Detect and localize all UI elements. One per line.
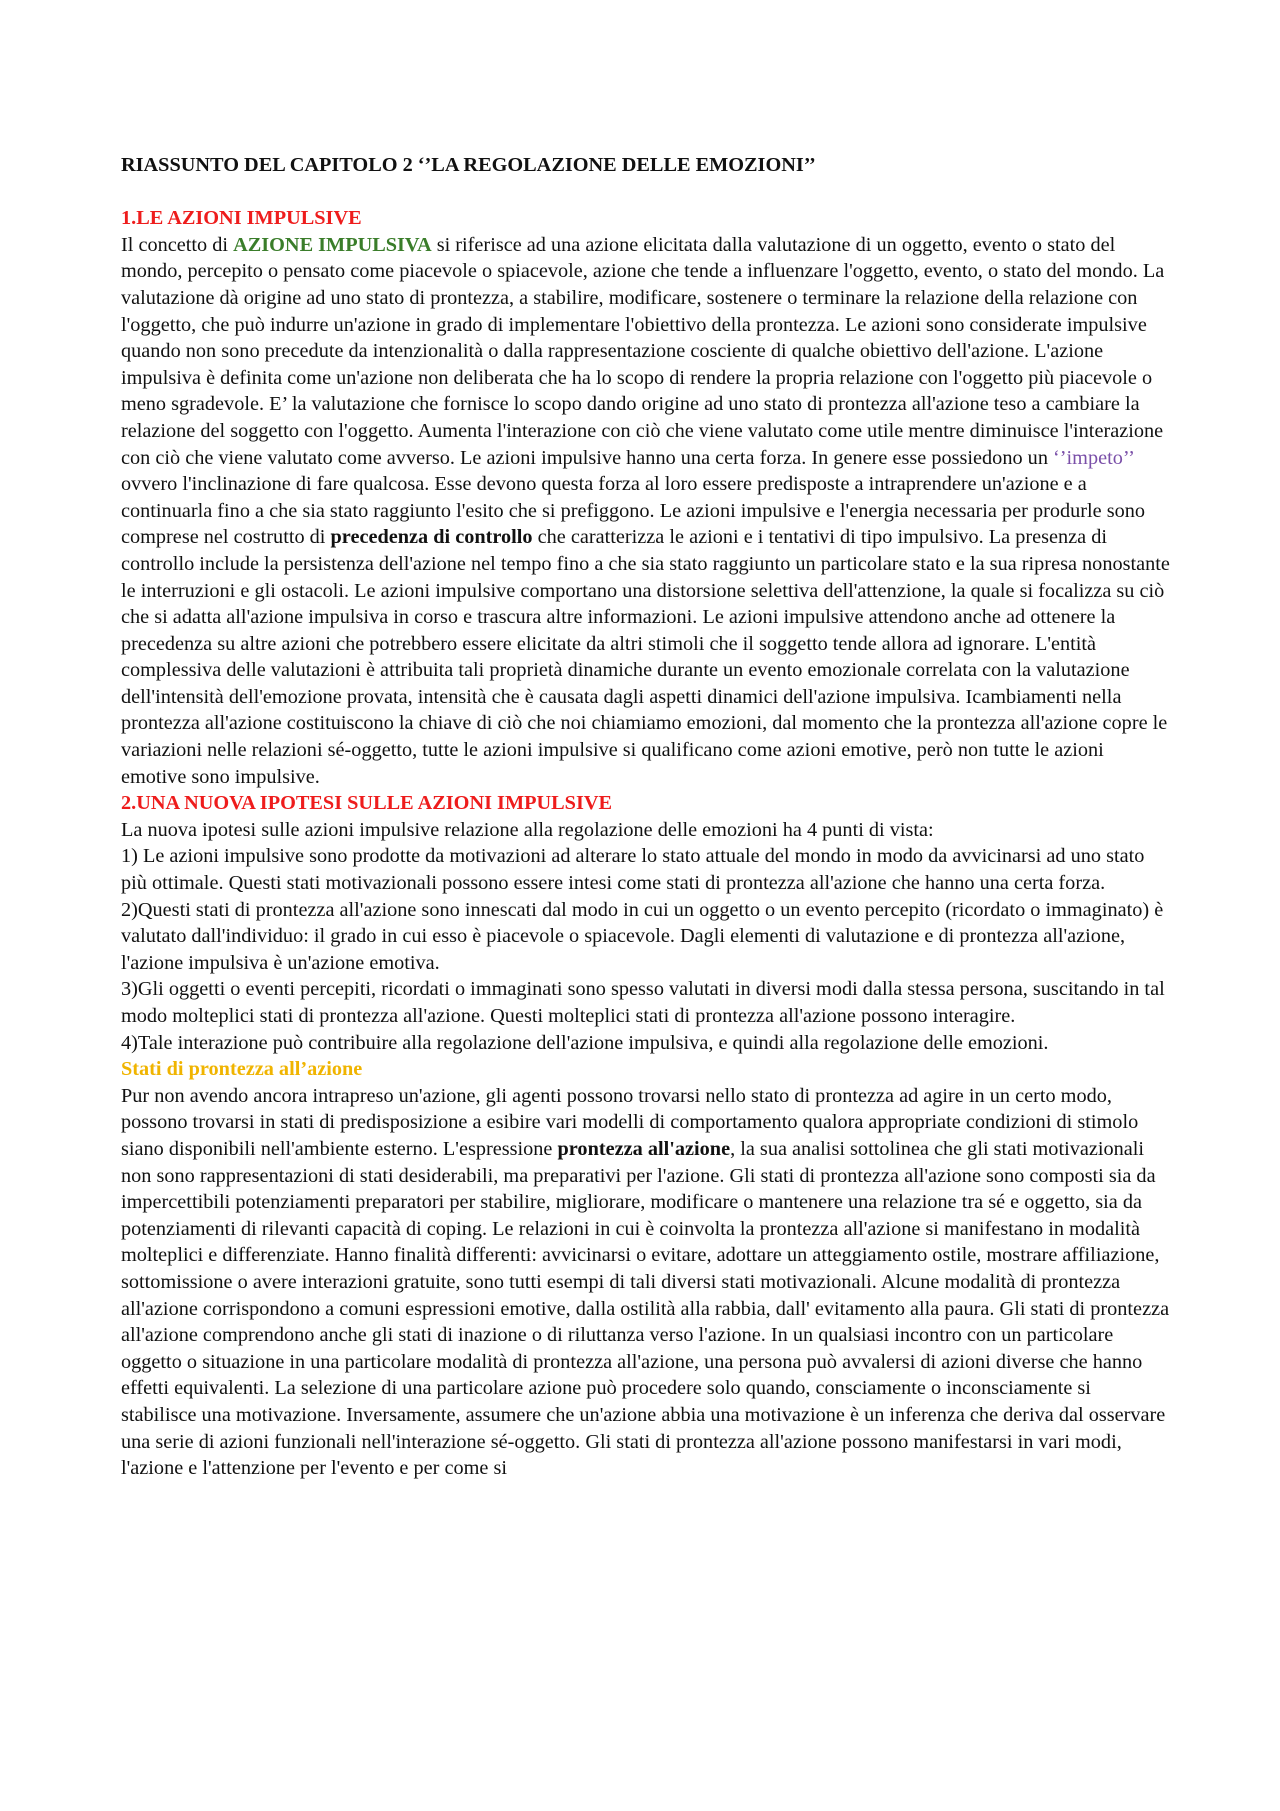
section2-intro: La nuova ipotesi sulle azioni impulsive relazione alla regolazione delle emozioni ha 4 punti di vista: [121,818,934,841]
section1-text-a: si riferisce ad una azione elicitata dalla valutazione di un oggetto, evento o stato del mondo, percepito o pensato come piacevole o spiacevole, azione che tende a influenzare l'oggetto, evento, o stato del mondo. La valutazione dà origine ad uno stato di prontezza, a stabilire, modificare, sostenere o terminare la relazione della relazione con l'oggetto, che può indurre un'azione in grado di implementare l'obiettivo della prontezza. Le azioni sono considerate impulsive quando non sono precedute da intenzionalità o dalla rappresentazione cosciente di qualche obiettivo dell'azione. L'azione impulsiva è definita come un'azione non deliberata che ha lo scopo di rendere la propria relazione con l'oggetto più piacevole o meno sgradevole. E’ la valutazione che fornisce lo scopo dando origine ad uno stato di prontezza all'azione teso a cambiare la relazione del soggetto con l'oggetto. Aumenta l'interazione con ciò che viene valutato come utile mentre diminuisce l'interazione con ciò che viene valutato come avverso. Le azioni impulsive hanno una certa forza. In genere esse possiedono un [121,233,1165,469]
document-title: RIASSUNTO DEL CAPITOLO 2 ‘’LA REGOLAZIONE DELLE EMOZIONI’’ [121,154,816,176]
section3-paragraph [121,1083,1171,1482]
section-heading-azioni-impulsive: 1.LE AZIONI IMPULSIVE [121,207,362,230]
section1-text-intro: Il concetto di [121,233,234,256]
title-spacer [121,179,1171,206]
term-impeto: ‘’impeto’’ [1053,446,1134,469]
document-page [121,152,1171,1482]
section-heading-stati-prontezza: Stati di prontezza all’azione [121,1058,363,1081]
term-prontezza-all-azione: prontezza all'azione [557,1137,731,1160]
section1-text-b: ovvero l'inclinazione di fare qualcosa. Esse devono questa forza al loro essere predisposte a intraprendere un'azione e a continuarla fino a che sia stato raggiunto l'esito che si prefiggono. Le azioni impulsive e l'energia necessaria per produrle sono comprese nel costrutto di [121,473,1146,549]
section2-point-2: 2)Questi stati di prontezza all'azione sono innescati dal modo in cui un oggetto o un evento percepito (ricordato o immaginato) è valutato dall'individuo: il grado in cui esso è piacevole o spiacevole. Dagli elementi di valutazione e di prontezza all'azione, l'azione impulsiva è un'azione emotiva. [121,898,1164,974]
term-precedenza-di-controllo: precedenza di controllo [330,526,533,549]
section2-point-4: 4)Tale interazione può contribuire alla regolazione dell'azione impulsiva, e quindi alla regolazione delle emozioni. [121,1031,1049,1054]
section1-paragraph [121,232,1171,790]
section2-point-3: 3)Gli oggetti o eventi percepiti, ricordati o immaginati sono spesso valutati in diversi modi dalla stessa persona, suscitando in tal modo molteplici stati di prontezza all'azione. Questi molteplici stati di prontezza all'azione possono interagire. [121,978,1165,1027]
section2-point-1: 1) Le azioni impulsive sono prodotte da motivazioni ad alterare lo stato attuale del mondo in modo da avvicinarsi ad uno stato più ottimale. Questi stati motivazionali possono essere intesi come stati di prontezza all'azione che hanno una certa forza. [121,845,1145,895]
section1-text-c: che caratterizza le azioni e i tentativi di tipo impulsivo. La presenza di controllo include la persistenza dell'azione nel tempo fino a che sia stato raggiunto un particolare stato e la sua ripresa nonostante le interruzioni e gli ostacoli. Le azioni impulsive comportano una distorsione selettiva dell'attenzione, la quale si focalizza su ciò che si adatta all'azione impulsiva in corso e trascura altre informazioni. Le azioni impulsive attendono anche ad ottenere la precedenza su altre azioni che potrebbero essere elicitate da altri stimoli che il soggetto tende allora ad ignorare. L'entità complessiva delle valutazioni è attribuita tali proprietà dinamiche durante un evento emozionale correlata con la valutazione dell'intensità dell'emozione provata, intensità che è causata dagli aspetti dinamici dell'azione impulsiva. Icambiamenti nella prontezza all'azione costituiscono la chiave di ciò che noi chiamiamo emozioni, dal momento che la prontezza all'azione copre le variazioni nelle relazioni sé-oggetto, tutte le azioni impulsive si qualificano come azioni emotive, però non tutte le azioni emotive sono impulsive. [121,526,1170,788]
section-heading-nuova-ipotesi: 2.UNA NUOVA IPOTESI SULLE AZIONI IMPULSIVE [121,792,613,815]
section3-text-a: Pur non avendo ancora intrapreso un'azione, gli agenti possono trovarsi nello stato di prontezza ad agire in un certo modo, possono trovarsi in stati di predisposizione a esibire vari modelli di comportamento qualora appropriate condizioni di stimolo siano disponibili nell'ambiente esterno. L'espressione [121,1084,1139,1160]
term-azione-impulsiva: AZIONE IMPULSIVA [233,233,432,256]
section3-text-b: , la sua analisi sottolinea che gli stati motivazionali non sono rappresentazioni di stati desiderabili, ma preparativi per l'azione. Gli stati di prontezza all'azione sono composti sia da impercettibili potenziamenti preparatori per stabilire, migliorare, modificare o mantenere una relazione tra sé e oggetto, sia da potenziamenti di rilevanti capacità di coping. Le relazioni in cui è coinvolta la prontezza all'azione si manifestano in modalità molteplici e differenziate. Hanno finalità differenti: avvicinarsi o evitare, adottare un atteggiamento ostile, mostrare affiliazione, sottomissione o avere interazioni gratuite, sono tutti esempi di tali diversi stati motivazionali. Alcune modalità di prontezza all'azione corrispondono a comuni espressioni emotive, dalla ostilità alla rabbia, dall' evitamento alla paura. Gli stati di prontezza all'azione comprendono anche gli stati di inazione o di riluttanza verso l'azione. In un qualsiasi incontro con un particolare oggetto o situazione in una particolare modalità di prontezza all'azione, una persona può avvalersi di azioni diverse che hanno effetti equivalenti. La selezione di una particolare azione può procedere solo quando, consciamente o inconsciamente si stabilisce una motivazione. Inversamente, assumere che un'azione abbia una motivazione è un inferenza che deriva dal osservare una serie di azioni funzionali nell'interazione sé-oggetto. Gli stati di prontezza all'azione possono manifestarsi in vari modi, l'azione e l'attenzione per l'evento e per come si [121,1137,1170,1480]
